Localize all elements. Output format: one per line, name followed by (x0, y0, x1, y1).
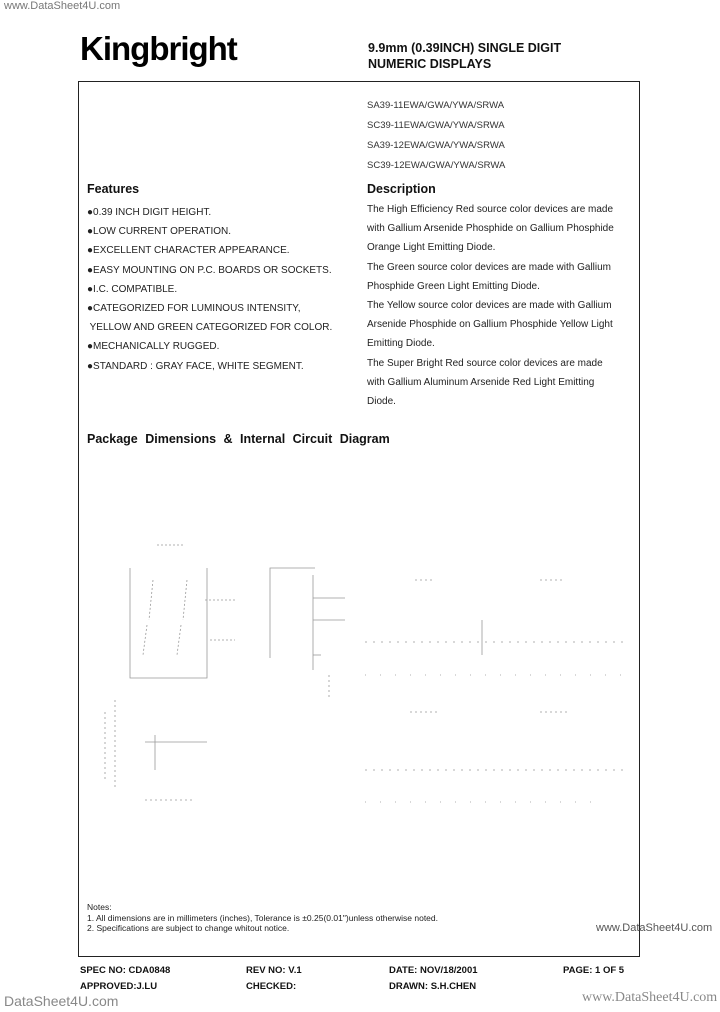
description-line: Arsenide Phosphide on Gallium Phosphide Yellow Light (367, 319, 613, 331)
description-line: The High Efficiency Red source color devices are made (367, 204, 614, 215)
description-line: with Gallium Arsenide Phosphide on Gallium Phosphide (367, 223, 614, 235)
feature-item: ●STANDARD : GRAY FACE, WHITE SEGMENT. (87, 360, 304, 372)
watermark-middle: www.DataSheet4U.com (596, 922, 713, 934)
page-indicator: PAGE: 1 OF 5 (563, 965, 625, 976)
feature-item: ●EXCELLENT CHARACTER APPEARANCE. (87, 245, 290, 257)
note-item: 1. All dimensions are in millimeters (inches), Tolerance is ±0.25(0.01")unless otherwise noted. (87, 912, 438, 923)
notes-heading: Notes: (87, 902, 112, 912)
checked-by: CHECKED: (246, 981, 297, 992)
package-circuit-drawing (95, 480, 630, 820)
brand-logo: Kingbright (80, 30, 237, 67)
feature-item: YELLOW AND GREEN CATEGORIZED FOR COLOR. (87, 322, 333, 334)
part-number: SC39-12EWA/GWA/YWA/SRWA (367, 160, 506, 171)
spec-number: SPEC NO: CDA0848 (80, 965, 171, 976)
watermark-top: www.DataSheet4U.com (4, 0, 121, 12)
part-number: SA39-12EWA/GWA/YWA/SRWA (367, 140, 505, 151)
description-line: The Green source color devices are made with Gallium (367, 261, 611, 273)
feature-item: ●MECHANICALLY RUGGED. (87, 341, 220, 353)
features-list (87, 203, 332, 376)
title-line-2: NUMERIC DISPLAYS (368, 57, 492, 71)
note-item: 2. Specifications are subject to change whitout notice. (87, 923, 290, 933)
watermark-bottom-right: www.DataSheet4U.com (582, 990, 718, 1005)
description-line: The Super Bright Red source color devices are made (367, 357, 603, 369)
description-line: Emitting Diode. (367, 338, 435, 350)
watermark-bottom-left: DataSheet4U.com (4, 993, 119, 1009)
description-line: with Gallium Aluminum Arsenide Red Light Emitting (367, 376, 595, 388)
description-heading: Description (367, 182, 436, 196)
revision-number: REV NO: V.1 (246, 965, 302, 976)
part-number: SC39-11EWA/GWA/YWA/SRWA (367, 120, 505, 131)
feature-item: ●I.C. COMPATIBLE. (87, 283, 178, 295)
feature-item: ●CATEGORIZED FOR LUMINOUS INTENSITY, (87, 303, 301, 315)
notes-block (87, 902, 438, 934)
description-line: Phosphide Green Light Emitting Diode. (367, 280, 540, 292)
description-line: Diode. (367, 396, 396, 408)
drawn-by: DRAWN: S.H.CHEN (389, 981, 477, 992)
title-line-1: 9.9mm (0.39INCH) SINGLE DIGIT (368, 41, 562, 55)
feature-item: ●0.39 INCH DIGIT HEIGHT. (87, 207, 212, 218)
description-text (367, 200, 635, 411)
description-line: Orange Light Emitting Diode. (367, 242, 496, 254)
issue-date: DATE: NOV/18/2001 (389, 965, 478, 976)
feature-item: ●EASY MOUNTING ON P.C. BOARDS OR SOCKETS. (87, 264, 332, 276)
package-heading: Package Dimensions & Internal Circuit Diagram (87, 432, 390, 446)
approved-by: APPROVED:J.LU (80, 981, 158, 992)
part-number-list (367, 96, 505, 176)
description-line: The Yellow source color devices are made with Gallium (367, 300, 612, 312)
features-heading: Features (87, 182, 140, 196)
part-number: SA39-11EWA/GWA/YWA/SRWA (367, 100, 505, 111)
feature-item: ●LOW CURRENT OPERATION. (87, 226, 232, 238)
document-title (368, 40, 561, 72)
